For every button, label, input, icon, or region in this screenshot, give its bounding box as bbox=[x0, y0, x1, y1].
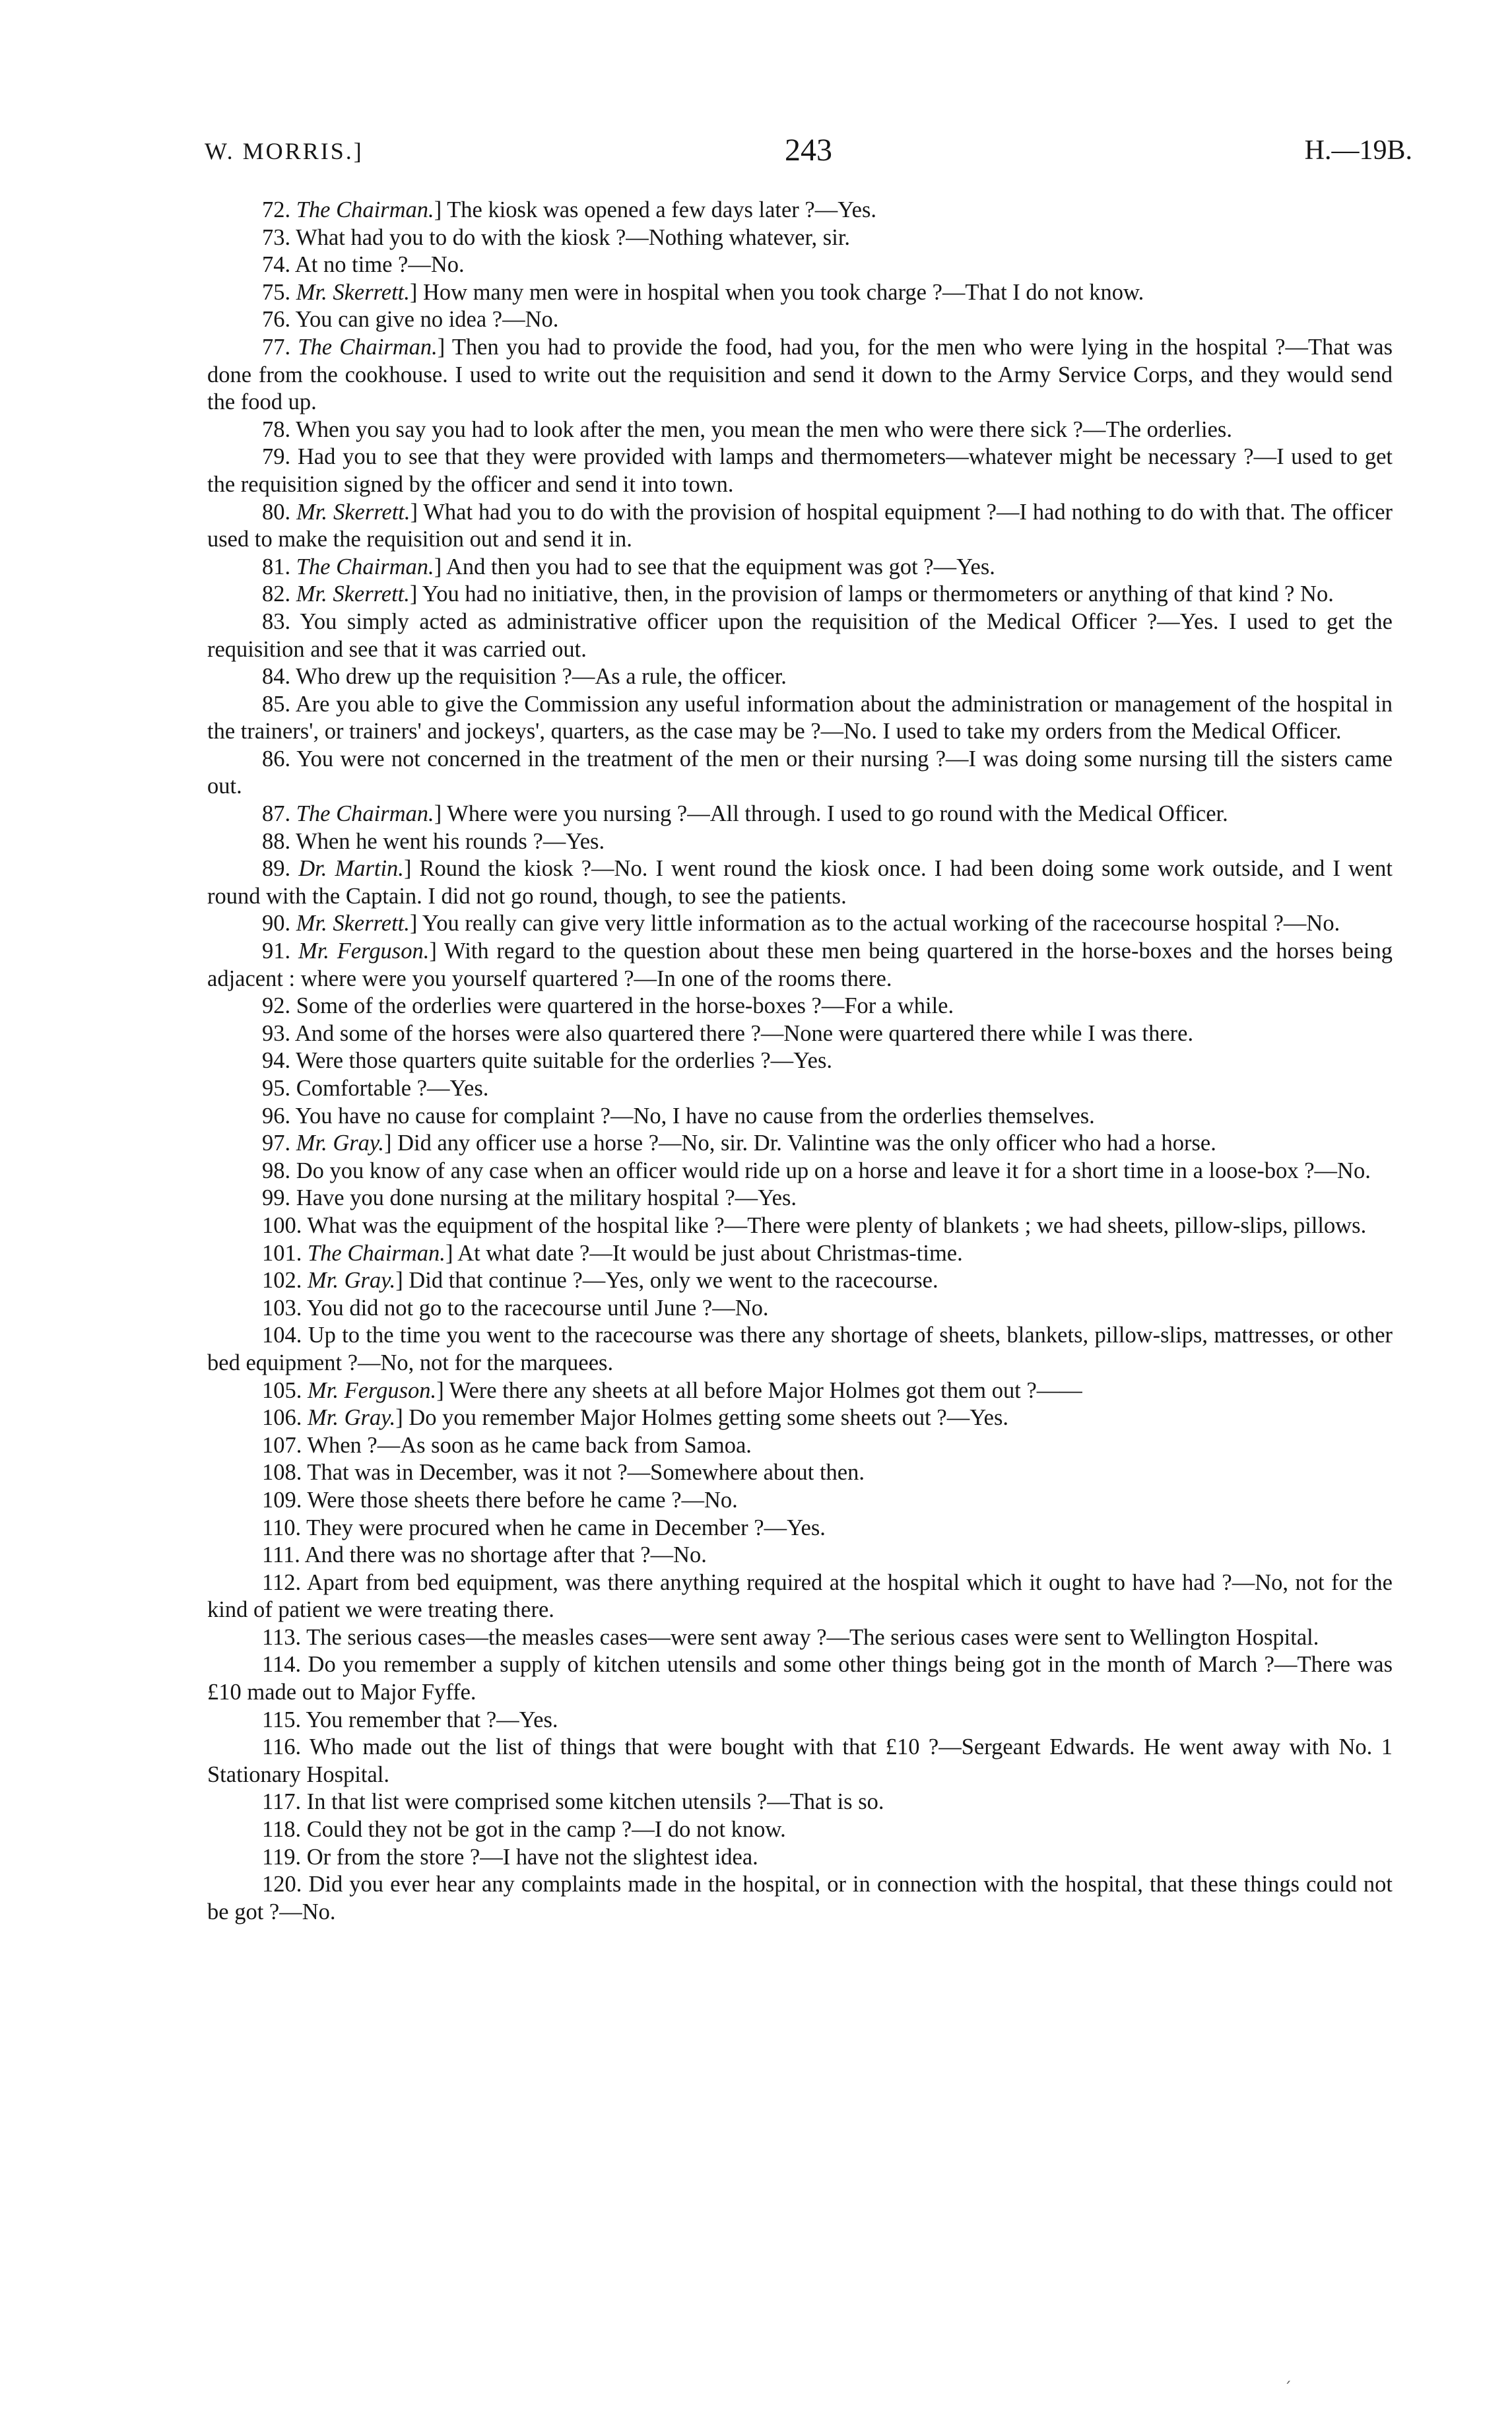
speaker-name: The Chairman. bbox=[296, 197, 434, 222]
question-answer-text: ] How many men were in hospital when you took charge ?—That I do not know. bbox=[409, 279, 1144, 305]
testimony-paragraph bbox=[207, 1542, 1393, 1569]
testimony-paragraph bbox=[207, 1212, 1393, 1240]
question-number: 105. bbox=[262, 1377, 302, 1403]
testimony-paragraph bbox=[207, 306, 1393, 334]
speaker-name: The Chairman. bbox=[298, 334, 438, 360]
question-number: 115. bbox=[262, 1707, 302, 1732]
question-answer-text: When you say you had to look after the men, you mean the men who were there sick ?—The orderlies. bbox=[296, 416, 1232, 442]
question-number: 114. bbox=[262, 1652, 302, 1678]
question-number: 99. bbox=[262, 1185, 291, 1211]
question-answer-text: Who made out the list of things that were bought with that £10 ?—Sergeant Edwards. He went away with No. 1 Stationary Hospital. bbox=[207, 1734, 1393, 1787]
question-answer-text: ] Did any officer use a horse ?—No, sir. Dr. Valintine was the only officer who had a horse. bbox=[383, 1131, 1216, 1156]
testimony-paragraph bbox=[207, 1844, 1393, 1872]
question-answer-text: ] At what date ?—It would be just about Christmas-time. bbox=[445, 1240, 963, 1266]
question-number: 106. bbox=[262, 1405, 302, 1431]
testimony-paragraph bbox=[207, 1816, 1393, 1844]
question-number: 113. bbox=[262, 1624, 302, 1650]
testimony-paragraph bbox=[207, 1075, 1393, 1103]
testimony-paragraph bbox=[207, 1569, 1393, 1624]
question-answer-text: What had you to do with the kiosk ?—Nothing whatever, sir. bbox=[296, 224, 851, 250]
question-number: 119. bbox=[262, 1844, 302, 1870]
testimony-paragraph bbox=[207, 691, 1393, 746]
question-number: 88. bbox=[262, 828, 291, 854]
question-number: 79. bbox=[262, 444, 291, 470]
testimony-paragraph bbox=[207, 828, 1393, 856]
testimony-paragraph bbox=[207, 1515, 1393, 1542]
question-answer-text: ] Round the kiosk ?—No. I went round the kiosk once. I had been doing some work outside, and I went round with the Captain. I did not go round, though, to see the patients. bbox=[207, 856, 1393, 909]
testimony-paragraph bbox=[207, 1624, 1393, 1652]
question-number: 108. bbox=[262, 1460, 302, 1486]
testimony-paragraph bbox=[207, 1432, 1393, 1460]
testimony-paragraph bbox=[207, 801, 1393, 828]
question-answer-text: Did you ever hear any complaints made in the hospital, or in connection with the hospital, that these things could not be got ?—No. bbox=[207, 1872, 1393, 1924]
question-answer-text: When he went his rounds ?—Yes. bbox=[296, 828, 605, 854]
speaker-name: Mr. Skerrett. bbox=[296, 911, 410, 937]
testimony-paragraph bbox=[207, 1651, 1393, 1706]
question-number: 85. bbox=[262, 691, 291, 717]
question-answer-text: Were those quarters quite suitable for the orderlies ?—Yes. bbox=[296, 1048, 832, 1074]
testimony-paragraph bbox=[207, 334, 1393, 416]
speaker-name: Mr. Gray. bbox=[308, 1268, 396, 1294]
testimony-paragraph bbox=[207, 1734, 1393, 1789]
question-answer-text: You simply acted as administrative officer upon the requisition of the Medical Officer ?—Yes. I used to get the requisition and see that it was carried out. bbox=[207, 608, 1393, 662]
question-answer-text: ] You really can give very little information as to the actual working of the racecourse hospital ?—No. bbox=[409, 911, 1340, 937]
question-answer-text: Up to the time you went to the racecourse was there any shortage of sheets, blankets, pillow-slips, mattresses, or other bed equipment ?—No, not for the marquees. bbox=[207, 1323, 1393, 1375]
question-answer-text: They were procured when he came in December ?—Yes. bbox=[306, 1515, 826, 1540]
testimony-paragraph bbox=[207, 251, 1393, 279]
question-answer-text: ] The kiosk was opened a few days later ?—Yes. bbox=[434, 197, 877, 222]
speaker-name: The Chairman. bbox=[296, 554, 434, 579]
testimony-paragraph bbox=[207, 416, 1393, 444]
question-number: 77. bbox=[262, 334, 291, 360]
question-answer-text: What was the equipment of the hospital like ?—There were plenty of blankets ; we had sheets, pillow-slips, pillows. bbox=[307, 1212, 1367, 1238]
testimony-paragraph bbox=[207, 608, 1393, 663]
scan-mark: ´ bbox=[1284, 2379, 1292, 2398]
question-answer-text: In that list were comprised some kitchen utensils ?—That is so. bbox=[306, 1789, 884, 1815]
question-number: 96. bbox=[262, 1103, 291, 1129]
question-answer-text: Some of the orderlies were quartered in the horse-boxes ?—For a while. bbox=[296, 993, 954, 1019]
question-number: 107. bbox=[262, 1432, 302, 1458]
speaker-name: The Chairman. bbox=[308, 1240, 445, 1266]
question-answer-text: And there was no shortage after that ?—No. bbox=[304, 1542, 707, 1568]
question-answer-text: At no time ?—No. bbox=[294, 252, 465, 278]
testimony-paragraph bbox=[207, 1047, 1393, 1075]
question-number: 120. bbox=[262, 1872, 302, 1897]
question-answer-text: ] You had no initiative, then, in the provision of lamps or thermometers or anything of that kind ? No. bbox=[409, 581, 1334, 607]
question-answer-text: ] Where were you nursing ?—All through. I used to go round with the Medical Officer. bbox=[434, 801, 1228, 827]
testimony-paragraph bbox=[207, 1871, 1393, 1926]
question-number: 87. bbox=[262, 801, 291, 827]
question-number: 92. bbox=[262, 993, 291, 1019]
question-number: 100. bbox=[262, 1212, 302, 1238]
question-answer-text: Or from the store ?—I have not the slightest idea. bbox=[306, 1844, 758, 1870]
speaker-name: Mr. Gray. bbox=[296, 1131, 384, 1156]
speaker-name: Mr. Skerrett. bbox=[296, 581, 410, 607]
question-answer-text: ] What had you to do with the provision of hospital equipment ?—I had nothing to do with that. The officer used to make the requisition out and send it in. bbox=[207, 499, 1393, 552]
question-number: 118. bbox=[262, 1817, 302, 1843]
question-number: 102. bbox=[262, 1268, 302, 1294]
testimony-paragraph bbox=[207, 855, 1393, 910]
question-number: 74. bbox=[262, 252, 291, 278]
question-answer-text: Had you to see that they were provided with lamps and thermometers—whatever might be necessary ?—I used to get the requisition signed by the officer and send it into town. bbox=[207, 444, 1393, 497]
question-number: 82. bbox=[262, 581, 291, 607]
question-answer-text: Are you able to give the Commission any useful information about the administration or management of the hospital in the trainers', or trainers' and jockeys', quarters, as the case may be ?—No. I used to take my orders from the Medical Officer. bbox=[207, 691, 1393, 744]
question-answer-text: The serious cases—the measles cases—were sent away ?—The serious cases were sent to Wellington Hospital. bbox=[306, 1624, 1319, 1650]
question-number: 116. bbox=[262, 1734, 302, 1760]
question-answer-text: Apart from bed equipment, was there anything required at the hospital which it ought to have had ?—No, not for the kind of patient we were treating there. bbox=[207, 1569, 1393, 1623]
testimony-paragraph bbox=[207, 1103, 1393, 1131]
question-answer-text: ] Did that continue ?—Yes, only we went to the racecourse. bbox=[395, 1268, 938, 1294]
testimony-paragraph bbox=[207, 1459, 1393, 1487]
question-answer-text: Have you done nursing at the military hospital ?—Yes. bbox=[296, 1185, 797, 1211]
testimony-paragraph bbox=[207, 554, 1393, 581]
question-number: 97. bbox=[262, 1131, 291, 1156]
question-number: 86. bbox=[262, 746, 291, 772]
question-number: 104. bbox=[262, 1323, 302, 1348]
question-answer-text: Could they not be got in the camp ?—I do not know. bbox=[306, 1817, 786, 1843]
testimony-paragraph bbox=[207, 1322, 1393, 1377]
question-number: 75. bbox=[262, 279, 291, 305]
testimony-paragraph bbox=[207, 663, 1393, 691]
question-answer-text: You have no cause for complaint ?—No, I have no cause from the orderlies themselves. bbox=[295, 1103, 1095, 1129]
question-number: 84. bbox=[262, 664, 291, 690]
testimony-paragraph bbox=[207, 1377, 1393, 1405]
question-answer-text: When ?—As soon as he came back from Samoa. bbox=[307, 1432, 752, 1458]
speaker-name: Mr. Ferguson. bbox=[308, 1377, 437, 1403]
question-number: 98. bbox=[262, 1158, 291, 1183]
question-answer-text: ] Do you remember Major Holmes getting some sheets out ?—Yes. bbox=[395, 1405, 1009, 1431]
testimony-paragraph bbox=[207, 746, 1393, 801]
question-answer-text: Were those sheets there before he came ?—No. bbox=[307, 1487, 738, 1513]
testimony-paragraph bbox=[207, 1240, 1393, 1268]
speaker-name: The Chairman. bbox=[296, 801, 434, 827]
testimony-paragraph bbox=[207, 499, 1393, 554]
question-answer-text: Comfortable ?—Yes. bbox=[296, 1076, 489, 1101]
question-answer-text: And some of the horses were also quartered there ?—None were quartered there while I was there. bbox=[294, 1020, 1194, 1046]
question-answer-text: You can give no idea ?—No. bbox=[295, 307, 559, 333]
question-answer-text: You did not go to the racecourse until June ?—No. bbox=[306, 1295, 769, 1321]
testimony-paragraph bbox=[207, 1295, 1393, 1323]
question-answer-text: ] With regard to the question about these men being quartered in the horse-boxes and the horses being adjacent : where were you yourself quartered ?—In one of the rooms there. bbox=[207, 938, 1393, 991]
question-number: 76. bbox=[262, 307, 291, 333]
question-answer-text: That was in December, was it not ?—Somewhere about then. bbox=[307, 1460, 865, 1486]
question-number: 89. bbox=[262, 856, 291, 882]
question-number: 72. bbox=[262, 197, 291, 222]
testimony-paragraph bbox=[207, 444, 1393, 498]
question-number: 78. bbox=[262, 416, 291, 442]
question-number: 93. bbox=[262, 1020, 291, 1046]
testimony-paragraph bbox=[207, 279, 1393, 307]
question-answer-text: ] Then you had to provide the food, had you, for the men who were lying in the hospital ?—That was done from the cookhouse. I used to write out the requisition and send it down to the Army Service Corps, and they would send the food up. bbox=[207, 334, 1393, 415]
question-number: 117. bbox=[262, 1789, 302, 1815]
speaker-name: Mr. Skerrett. bbox=[296, 499, 411, 525]
question-number: 95. bbox=[262, 1076, 291, 1101]
speaker-name: Mr. Gray. bbox=[308, 1405, 396, 1431]
testimony-paragraph bbox=[207, 1707, 1393, 1734]
speaker-name: Dr. Martin. bbox=[298, 856, 404, 882]
question-number: 103. bbox=[262, 1295, 302, 1321]
question-number: 112. bbox=[262, 1569, 302, 1595]
testimony-paragraph bbox=[207, 993, 1393, 1020]
testimony-paragraph bbox=[207, 197, 1393, 224]
speaker-name: Mr. Skerrett. bbox=[296, 279, 410, 305]
question-number: 110. bbox=[262, 1515, 302, 1540]
question-answer-text: ] And then you had to see that the equipment was got ?—Yes. bbox=[434, 554, 995, 579]
document-reference: H.—19B. bbox=[1304, 135, 1412, 166]
testimony-paragraph bbox=[207, 1020, 1393, 1048]
question-number: 80. bbox=[262, 499, 291, 525]
question-answer-text: You were not concerned in the treatment of the men or their nursing ?—I was doing some nursing till the sisters came out. bbox=[207, 746, 1393, 799]
page-number: 243 bbox=[785, 133, 832, 168]
testimony-paragraph bbox=[207, 1789, 1393, 1816]
speaker-name: Mr. Ferguson. bbox=[298, 938, 430, 964]
testimony-paragraph bbox=[207, 1158, 1393, 1185]
question-answer-text: You remember that ?—Yes. bbox=[306, 1707, 558, 1732]
question-number: 90. bbox=[262, 911, 291, 937]
testimony-paragraph bbox=[207, 938, 1393, 993]
question-number: 73. bbox=[262, 224, 291, 250]
testimony-paragraph bbox=[207, 1404, 1393, 1432]
testimony-paragraph bbox=[207, 1487, 1393, 1515]
question-number: 109. bbox=[262, 1487, 302, 1513]
testimony-paragraph bbox=[207, 224, 1393, 252]
testimony-paragraph bbox=[207, 1130, 1393, 1158]
testimony-paragraph bbox=[207, 1267, 1393, 1295]
question-answer-text: ] Were there any sheets at all before Major Holmes got them out ?—— bbox=[436, 1377, 1082, 1403]
testimony-paragraph bbox=[207, 581, 1393, 608]
page-header bbox=[205, 132, 1412, 172]
question-answer-text: Who drew up the requisition ?—As a rule, the officer. bbox=[296, 664, 787, 690]
question-answer-text: Do you know of any case when an officer would ride up on a horse and leave it for a short time in a loose-box ?—No. bbox=[296, 1158, 1371, 1183]
question-number: 83. bbox=[262, 608, 291, 634]
testimony-paragraph bbox=[207, 1185, 1393, 1212]
question-number: 101. bbox=[262, 1240, 302, 1266]
question-number: 91. bbox=[262, 938, 291, 964]
testimony-paragraph bbox=[207, 910, 1393, 938]
question-number: 94. bbox=[262, 1048, 291, 1074]
question-answer-text: Do you remember a supply of kitchen utensils and some other things being got in the month of March ?—There was £10 made out to Major Fyffe. bbox=[207, 1652, 1393, 1705]
testimony-body bbox=[207, 197, 1393, 1926]
question-number: 111. bbox=[262, 1542, 300, 1568]
witness-name: W. MORRIS.] bbox=[205, 138, 364, 164]
question-number: 81. bbox=[262, 554, 291, 579]
